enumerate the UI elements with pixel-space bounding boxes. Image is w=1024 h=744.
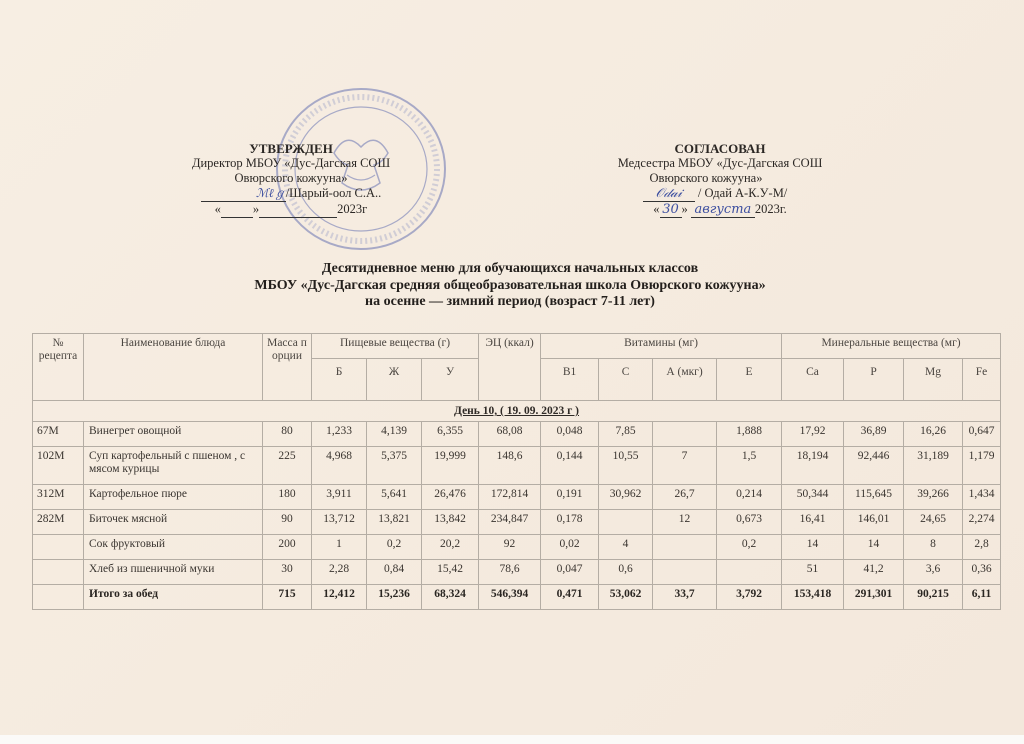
- table-row: [33, 510, 1001, 535]
- cell-name: Биточек мясной: [84, 510, 263, 535]
- cell-a: 12: [653, 510, 717, 535]
- header-u: У: [422, 359, 479, 401]
- title-line-1: Десятидневное меню для обучающихся начальных классов: [321, 261, 699, 276]
- scan-edge: [0, 735, 1024, 744]
- cell-u: 6,355: [422, 422, 479, 447]
- cell-e: 0,214: [717, 485, 782, 510]
- cell-b1: 0,191: [541, 485, 599, 510]
- table-row: [33, 560, 1001, 585]
- table-row: [33, 422, 1001, 447]
- header-c: C: [599, 359, 653, 401]
- cell-c: 0,6: [599, 560, 653, 585]
- cell-e: [717, 560, 782, 585]
- day-label: День 10, ( 19. 09. 2023 г ): [33, 401, 1001, 422]
- approved-signature-line: [160, 186, 422, 202]
- cell-b1: 0,471: [541, 585, 599, 610]
- director-signature: ℳℓℊ: [201, 186, 286, 202]
- cell-e: 3,792: [717, 585, 782, 610]
- cell-energy: 234,847: [479, 510, 541, 535]
- cell-mass: 225: [263, 447, 312, 485]
- cell-ca: 14: [782, 535, 844, 560]
- agreed-date-line: « 30 » августа 2023г.: [653, 202, 787, 217]
- cell-mg: 8: [904, 535, 963, 560]
- header-ca: Ca: [782, 359, 844, 401]
- cell-recipe: 67М: [33, 422, 84, 447]
- cell-energy: 92: [479, 535, 541, 560]
- cell-c: 30,962: [599, 485, 653, 510]
- cell-b: 4,968: [312, 447, 367, 485]
- cell-zh: 13,821: [367, 510, 422, 535]
- date-open-quote: «: [214, 202, 221, 216]
- approved-date-line: [160, 202, 422, 218]
- cell-name: Винегрет овощной: [84, 422, 263, 447]
- cell-zh: 0,2: [367, 535, 422, 560]
- header-minerals-group: Минеральные вещества (мг): [782, 334, 1001, 359]
- header-e: E: [717, 359, 782, 401]
- cell-ca: 153,418: [782, 585, 844, 610]
- cell-e: 1,888: [717, 422, 782, 447]
- document-title: [150, 261, 870, 311]
- cell-b: 2,28: [312, 560, 367, 585]
- table-row: [33, 535, 1001, 560]
- cell-recipe: 102М: [33, 447, 84, 485]
- cell-mass: 715: [263, 585, 312, 610]
- cell-zh: 5,641: [367, 485, 422, 510]
- cell-a: 26,7: [653, 485, 717, 510]
- agreement-block: [590, 141, 850, 218]
- cell-zh: 0,84: [367, 560, 422, 585]
- cell-fe: 0,647: [963, 422, 1001, 447]
- table-row: [33, 485, 1001, 510]
- header-b1: B1: [541, 359, 599, 401]
- cell-p: 92,446: [844, 447, 904, 485]
- cell-ca: 16,41: [782, 510, 844, 535]
- cell-recipe: [33, 585, 84, 610]
- cell-recipe: 312М: [33, 485, 84, 510]
- cell-u: 13,842: [422, 510, 479, 535]
- day-row: [33, 401, 1001, 422]
- cell-u: 26,476: [422, 485, 479, 510]
- cell-e: 0,2: [717, 535, 782, 560]
- agreed-date-day: 30: [662, 202, 679, 217]
- cell-mg: 3,6: [904, 560, 963, 585]
- cell-p: 115,645: [844, 485, 904, 510]
- cell-zh: 5,375: [367, 447, 422, 485]
- cell-name: Суп картофельный с пшеном , с мясом курицы: [84, 447, 263, 485]
- header-nutrients-group: Пищевые вещества (г): [312, 334, 479, 359]
- cell-mass: 30: [263, 560, 312, 585]
- cell-p: 291,301: [844, 585, 904, 610]
- agreed-date-month: августа: [694, 202, 752, 217]
- header-energy: ЭЦ (ккал): [479, 334, 541, 401]
- cell-c: [599, 510, 653, 535]
- header-b: Б: [312, 359, 367, 401]
- title-line-3: на осенне — зимний период (возраст 7-11 лет): [365, 294, 655, 309]
- cell-b: 1: [312, 535, 367, 560]
- cell-energy: 68,08: [479, 422, 541, 447]
- cell-a: 7: [653, 447, 717, 485]
- cell-e: 0,673: [717, 510, 782, 535]
- cell-mass: 90: [263, 510, 312, 535]
- total-row: [33, 585, 1001, 610]
- approved-position: Директор МБОУ «Дус-Дагская СОШ: [191, 156, 391, 170]
- cell-p: 41,2: [844, 560, 904, 585]
- cell-mg: 24,65: [904, 510, 963, 535]
- cell-c: 4: [599, 535, 653, 560]
- agreed-signer-name: / Одай А-К.У-М/: [697, 186, 788, 200]
- agreed-signature-line: [590, 186, 850, 202]
- cell-c: 10,55: [599, 447, 653, 485]
- cell-energy: 148,6: [479, 447, 541, 485]
- cell-mg: 39,266: [904, 485, 963, 510]
- agreed-organization: Овюрского кожууна»: [649, 171, 763, 185]
- header-row-1: [33, 334, 1001, 359]
- cell-zh: 4,139: [367, 422, 422, 447]
- cell-p: 36,89: [844, 422, 904, 447]
- date-close-quote: »: [252, 202, 260, 216]
- cell-mass: 80: [263, 422, 312, 447]
- cell-fe: 1,434: [963, 485, 1001, 510]
- cell-ca: 51: [782, 560, 844, 585]
- cell-recipe: [33, 535, 84, 560]
- cell-a: [653, 560, 717, 585]
- header-fe: Fe: [963, 359, 1001, 401]
- cell-u: 68,324: [422, 585, 479, 610]
- header-portion-mass: Масса порции: [263, 334, 312, 401]
- cell-u: 15,42: [422, 560, 479, 585]
- cell-mass: 200: [263, 535, 312, 560]
- cell-mg: 90,215: [904, 585, 963, 610]
- agreed-position: Медсестра МБОУ «Дус-Дагская СОШ: [617, 156, 823, 170]
- cell-recipe: [33, 560, 84, 585]
- date-month-blank: [259, 202, 337, 218]
- cell-u: 19,999: [422, 447, 479, 485]
- approved-signer-name: /Шарый-оол С.А..: [285, 186, 382, 200]
- cell-c: 7,85: [599, 422, 653, 447]
- cell-energy: 78,6: [479, 560, 541, 585]
- cell-zh: 15,236: [367, 585, 422, 610]
- cell-b1: 0,048: [541, 422, 599, 447]
- approved-heading: УТВЕРЖДЕН: [249, 141, 333, 156]
- cell-energy: 546,394: [479, 585, 541, 610]
- date-day-blank: [221, 202, 253, 218]
- cell-energy: 172,814: [479, 485, 541, 510]
- header-zh: Ж: [367, 359, 422, 401]
- cell-b1: 0,02: [541, 535, 599, 560]
- header-vitamins-group: Витамины (мг): [541, 334, 782, 359]
- cell-ca: 17,92: [782, 422, 844, 447]
- cell-p: 146,01: [844, 510, 904, 535]
- approved-organization: Овюрского кожууна»: [234, 171, 348, 185]
- agreed-year: 2023г.: [754, 202, 787, 216]
- cell-name: Итого за обед: [84, 585, 263, 610]
- cell-ca: 50,344: [782, 485, 844, 510]
- cell-mg: 16,26: [904, 422, 963, 447]
- cell-b: 3,911: [312, 485, 367, 510]
- approval-block: [160, 141, 422, 218]
- cell-u: 20,2: [422, 535, 479, 560]
- table-row: [33, 447, 1001, 485]
- cell-c: 53,062: [599, 585, 653, 610]
- cell-e: 1,5: [717, 447, 782, 485]
- cell-name: Хлеб из пшеничной муки: [84, 560, 263, 585]
- menu-table: [32, 333, 1001, 610]
- cell-b: 12,412: [312, 585, 367, 610]
- cell-ca: 18,194: [782, 447, 844, 485]
- cell-fe: 1,179: [963, 447, 1001, 485]
- cell-mg: 31,189: [904, 447, 963, 485]
- cell-name: Картофельное пюре: [84, 485, 263, 510]
- cell-b: 1,233: [312, 422, 367, 447]
- cell-name: Сок фруктовый: [84, 535, 263, 560]
- cell-a: [653, 535, 717, 560]
- cell-mass: 180: [263, 485, 312, 510]
- cell-fe: 2,8: [963, 535, 1001, 560]
- cell-b1: 0,144: [541, 447, 599, 485]
- header-recipe-no: № рецепта: [33, 334, 84, 401]
- cell-b1: 0,178: [541, 510, 599, 535]
- cell-fe: 6,11: [963, 585, 1001, 610]
- title-line-2: МБОУ «Дус-Дагская средняя общеобразовательная школа Овюрского кожууна»: [254, 277, 766, 293]
- header-p: P: [844, 359, 904, 401]
- approved-year: 2023г: [337, 202, 368, 216]
- cell-a: 33,7: [653, 585, 717, 610]
- cell-fe: 2,274: [963, 510, 1001, 535]
- cell-recipe: 282М: [33, 510, 84, 535]
- header-a: А (мкг): [653, 359, 717, 401]
- cell-p: 14: [844, 535, 904, 560]
- cell-fe: 0,36: [963, 560, 1001, 585]
- cell-a: [653, 422, 717, 447]
- header-mg: Mg: [904, 359, 963, 401]
- header-dish-name: Наименование блюда: [84, 334, 263, 401]
- nurse-signature: 𝒪𝒹𝒶𝒾: [643, 186, 695, 202]
- cell-b1: 0,047: [541, 560, 599, 585]
- cell-b: 13,712: [312, 510, 367, 535]
- agreed-heading: СОГЛАСОВАН: [674, 141, 766, 156]
